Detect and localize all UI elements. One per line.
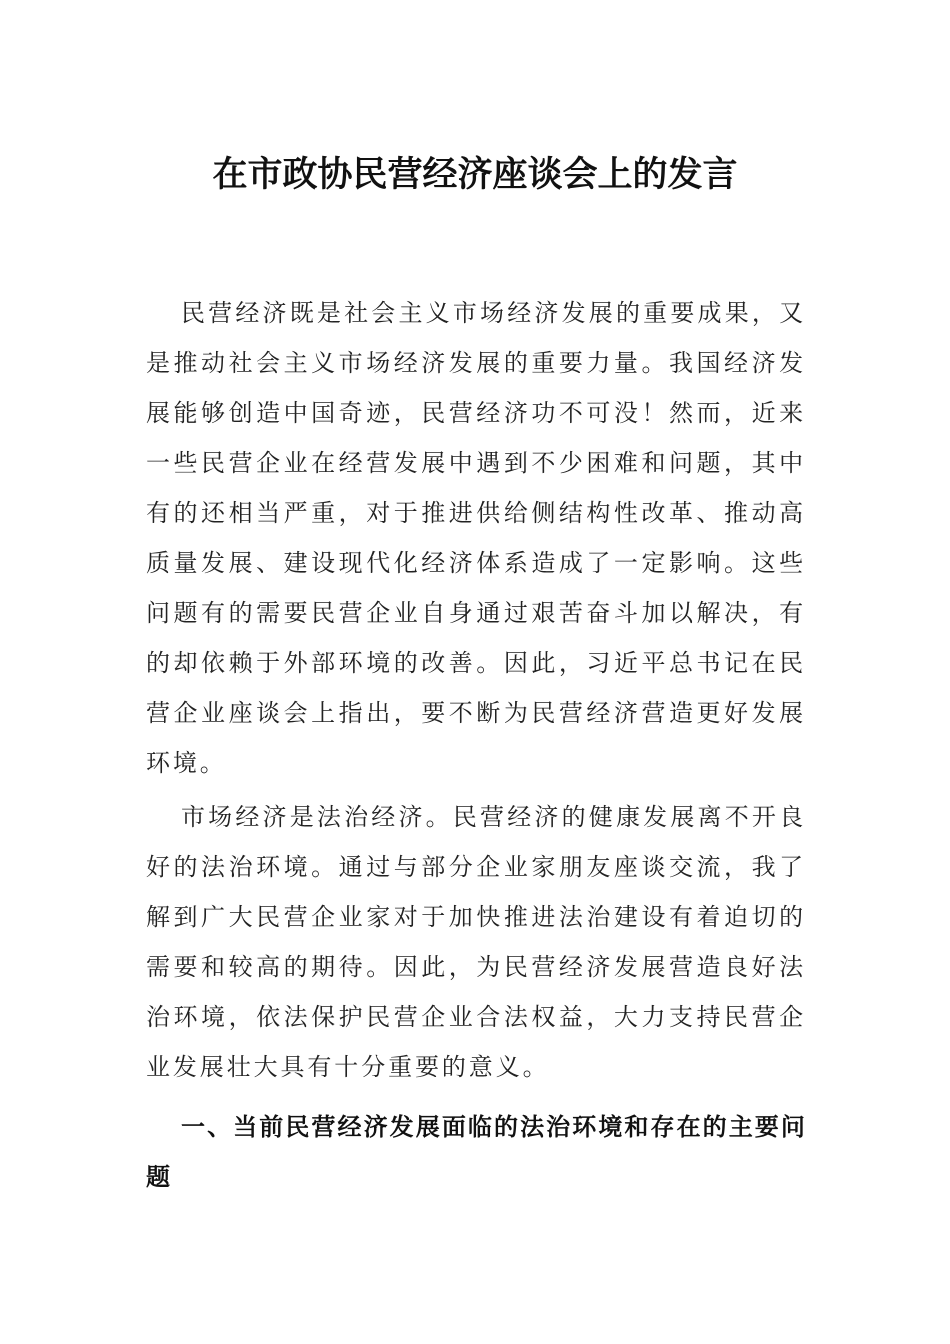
section-heading: 一、当前民营经济发展面临的法治环境和存在的主要问题 [146,1113,806,1191]
document-body [146,288,806,1202]
paragraph-2: 市场经济是法治经济。民营经济的健康发展离不开良好的法治环境。通过与部分企业家朋友座谈交流，我了解到广大民营企业家对于加快推进法治建设有着迫切的需要和较高的期待。因此，为民营经济发展营造良好法治环境，依法保护民营企业合法权益，大力支持民营企业发展壮大具有十分重要的意义。 [146,803,806,1081]
paragraph-1: 民营经济既是社会主义市场经济发展的重要成果，又是推动社会主义市场经济发展的重要力量。我国经济发展能够创造中国奇迹，民营经济功不可没！然而，近来一些民营企业在经营发展中遇到不少困难和问题，其中有的还相当严重，对于推进供给侧结构性改革、推动高质量发展、建设现代化经济体系造成了一定影响。这些问题有的需要民营企业自身通过艰苦奋斗加以解决，有的却依赖于外部环境的改善。因此，习近平总书记在民营企业座谈会上指出，要不断为民营经济营造更好发展环境。 [146,299,806,777]
document-title: 在市政协民营经济座谈会上的发言 [212,154,738,195]
